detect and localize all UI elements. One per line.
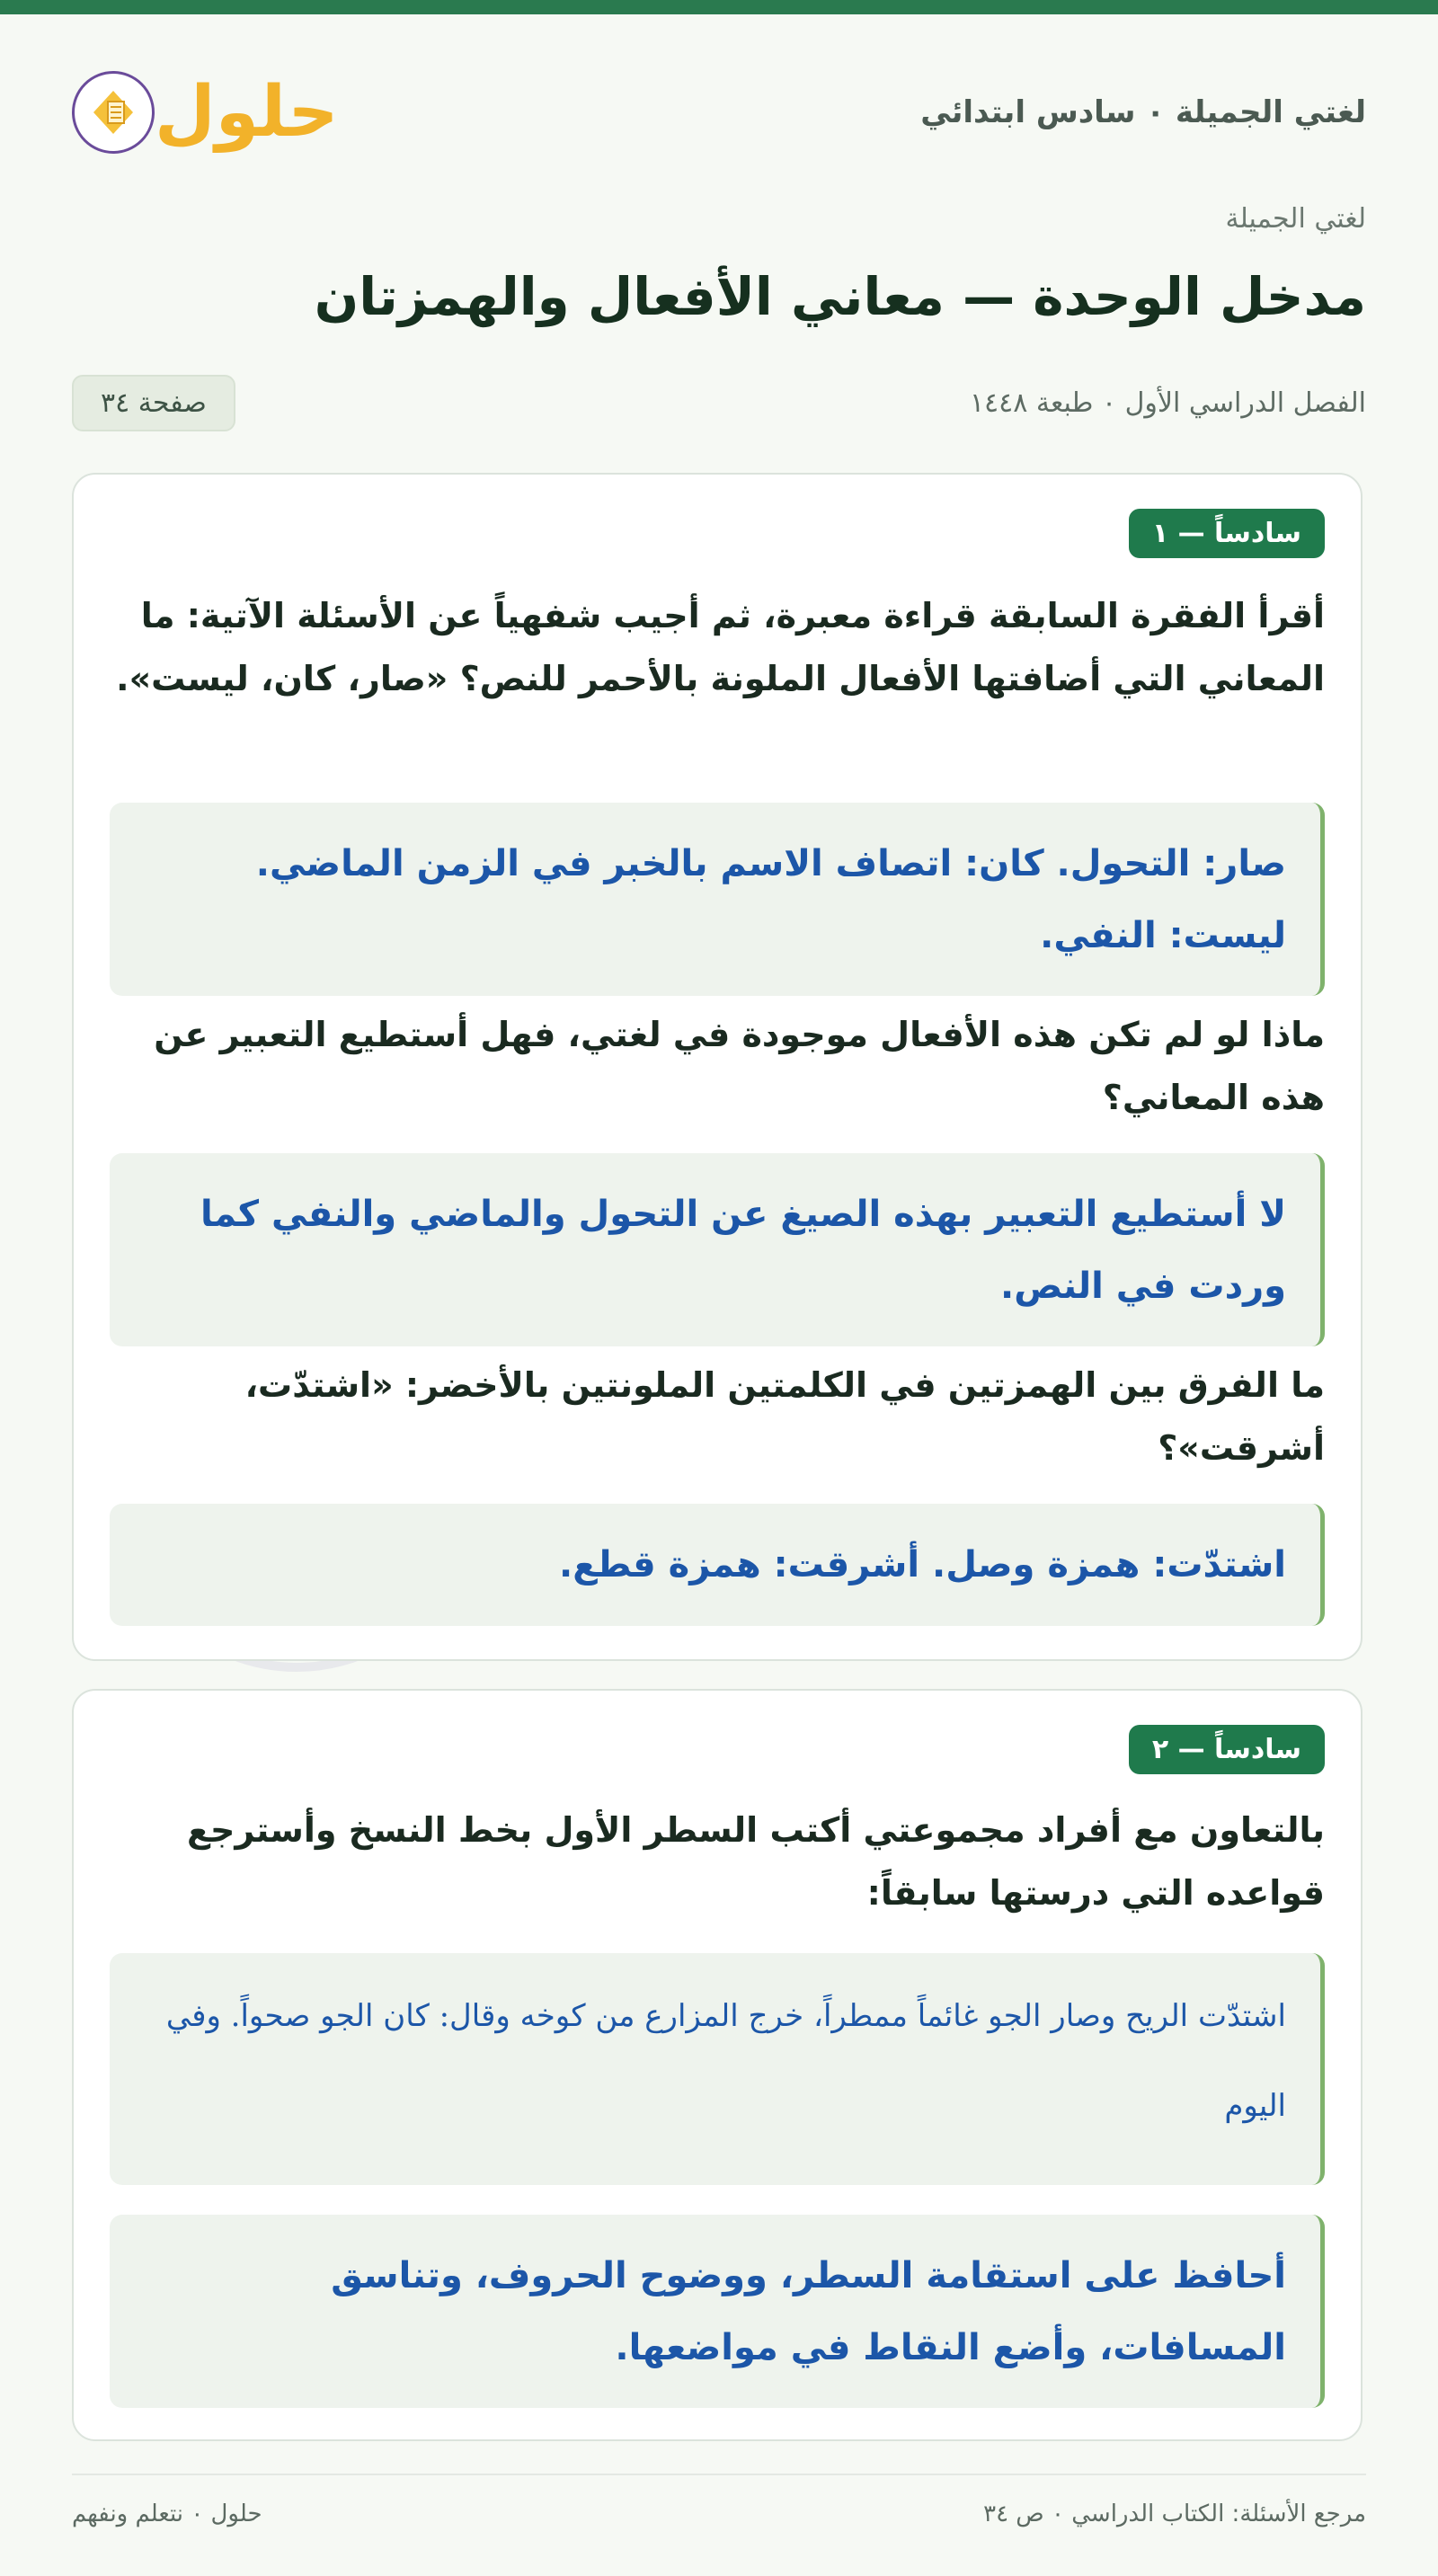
exercise-card-2 bbox=[72, 1689, 1363, 2441]
question-text: ما الفرق بين الهمزتين في الكلمتين الملونتين بالأخضر: «اشتدّت، أشرقت»؟ bbox=[244, 1365, 1325, 1468]
answer-box: أحافظ على استقامة السطر، ووضوح الحروف، وتناسق المسافات، وأضع النقاط في مواضعها. bbox=[110, 2215, 1325, 2408]
book-logo-icon bbox=[72, 71, 155, 154]
page-title: مدخل الوحدة — معاني الأفعال والهمزتان bbox=[314, 266, 1366, 327]
question-text: بالتعاون مع أفراد مجموعتي أكتب السطر الأول بخط النسخ وأسترجع قواعده التي درستها سابقاً: bbox=[187, 1810, 1325, 1913]
answer-box: لا أستطيع التعبير بهذه الصيغ عن التحول والماضي والنفي كما وردت في النص. bbox=[110, 1153, 1325, 1346]
top-accent-bar bbox=[0, 0, 1438, 14]
site-logo[interactable] bbox=[72, 71, 344, 154]
term-info: الفصل الدراسي الأول ٠ طبعة ١٤٤٨ bbox=[969, 386, 1366, 419]
handwriting-line-box: اشتدّت الريح وصار الجو غائماً ممطراً، خرج المزارع من كوخه وقال: كان الجو صحواً. وفي اليوم bbox=[110, 1953, 1325, 2185]
footer-brand[interactable]: حلول ٠ نتعلم ونفهم bbox=[72, 2500, 262, 2527]
series-name: لغتي الجميلة bbox=[1225, 203, 1366, 235]
page-header bbox=[72, 63, 1366, 162]
subject-line: لغتي الجميلة ٠ سادس ابتدائي bbox=[920, 94, 1366, 130]
logo-text: حلول bbox=[155, 72, 339, 153]
question-text: ماذا لو لم تكن هذه الأفعال موجودة في لغتي، فهل أستطيع التعبير عن هذه المعاني؟ bbox=[154, 1015, 1325, 1117]
page-badge: صفحة ٣٤ bbox=[72, 375, 235, 431]
section-tag: سادساً — ١ bbox=[1129, 509, 1325, 558]
answer-box: صار: التحول. كان: اتصاف الاسم بالخبر في الزمن الماضي. ليست: النفي. bbox=[110, 803, 1325, 996]
answer-box: اشتدّت: همزة وصل. أشرقت: همزة قطع. bbox=[110, 1504, 1325, 1626]
question-text: أقرأ الفقرة السابقة قراءة معبرة، ثم أجيب شفهياً عن الأسئلة الآتية: ما المعاني التي أضافتها الأفعال الملونة بالأحمر للنص؟ «صار، كان، ليست». bbox=[116, 596, 1325, 698]
page-footer bbox=[72, 2474, 1366, 2527]
section-tag: سادساً — ٢ bbox=[1129, 1725, 1325, 1774]
exercise-card-1 bbox=[72, 473, 1363, 1661]
footer-reference: مرجع الأسئلة: الكتاب الدراسي ٠ ص ٣٤ bbox=[983, 2500, 1366, 2527]
meta-row bbox=[72, 370, 1366, 435]
